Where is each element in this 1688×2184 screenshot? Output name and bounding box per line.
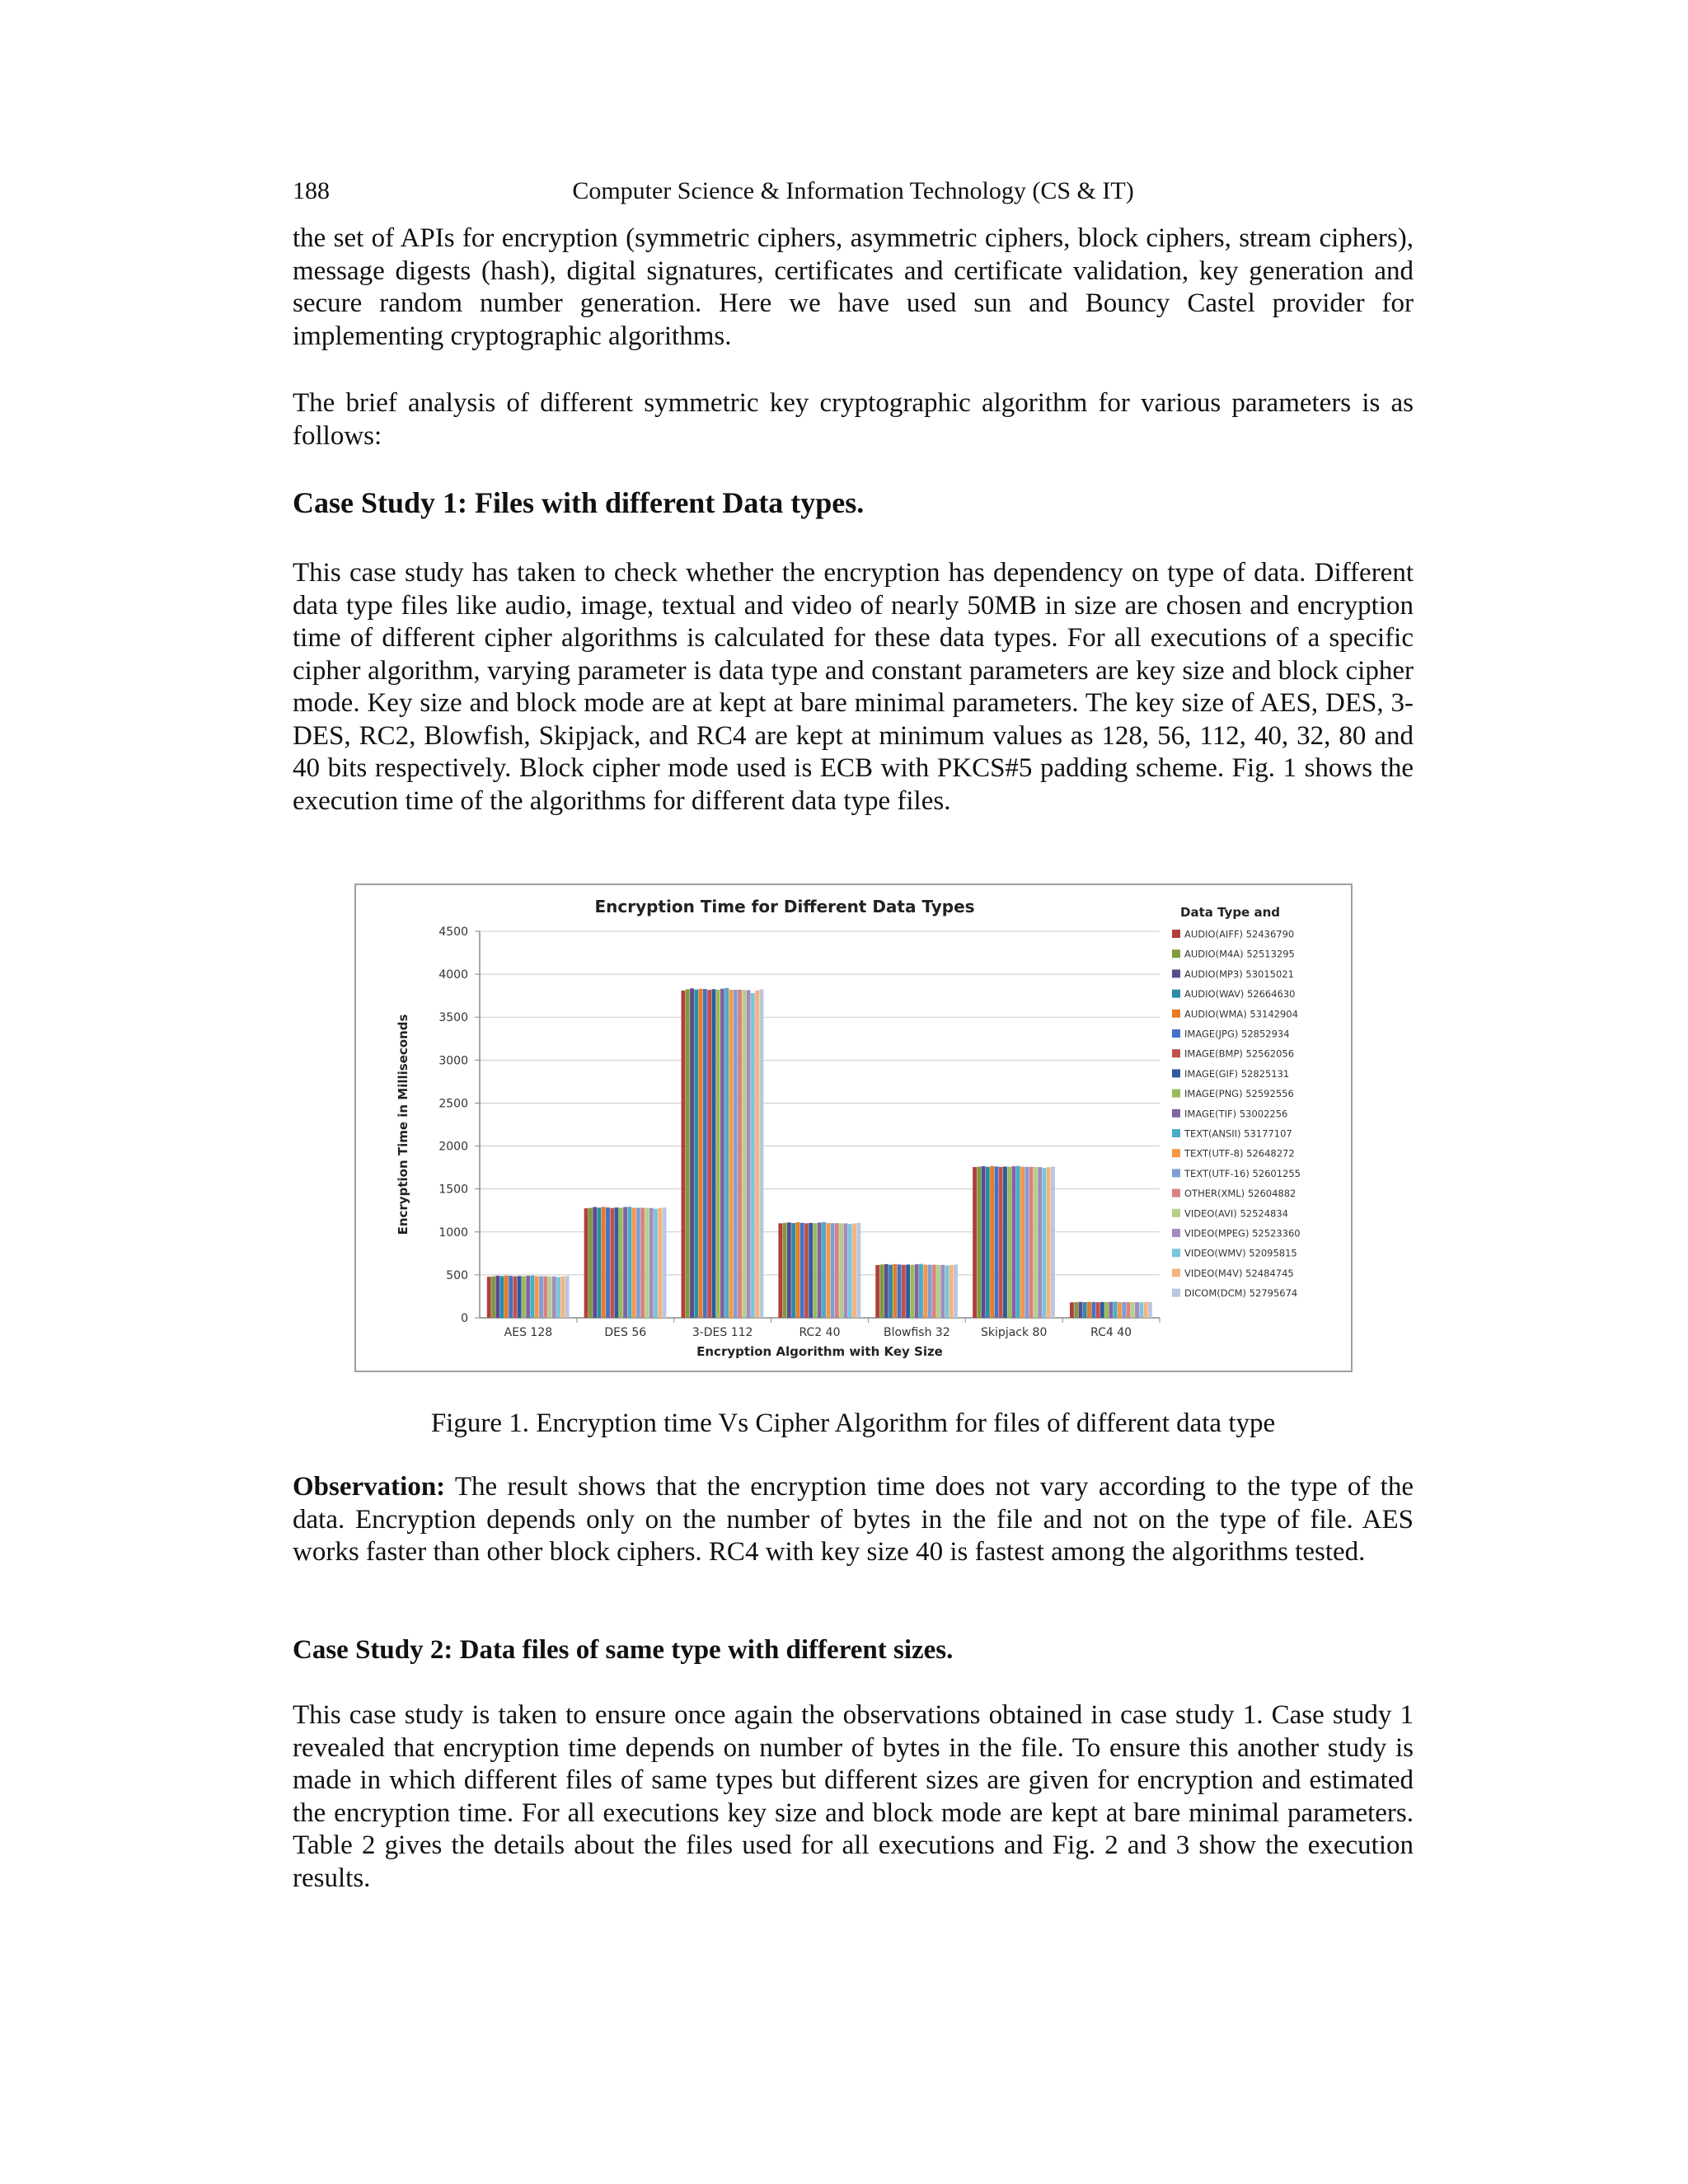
bar [1144,1302,1148,1318]
legend-swatch [1172,1189,1180,1197]
legend-entry: DICOM(DCM) 52795674 [1184,1287,1298,1300]
legend-swatch [1172,1209,1180,1217]
bar [1074,1302,1078,1318]
bar [1114,1302,1118,1318]
bar [936,1265,940,1318]
bar [977,1167,981,1318]
legend-entry: OTHER(XML) 52604882 [1184,1188,1296,1200]
legend-swatch [1172,949,1180,958]
bar [822,1222,826,1318]
bar [1104,1302,1109,1318]
paragraph-brief-analysis: The brief analysis of different symmetric key cryptographic algorithm for various parameters is as follows: [293,388,1414,451]
bar [491,1277,495,1318]
legend-swatch [1172,1069,1180,1077]
bar [880,1264,884,1318]
legend-swatch [1172,1049,1180,1057]
bar [893,1264,897,1318]
observation-label: Observation: [293,1472,446,1502]
bar-chart [356,885,1351,1371]
bar [729,990,734,1318]
bar [796,1222,800,1318]
bar [759,989,763,1318]
bar [658,1208,662,1318]
bar [814,1223,818,1318]
observation-text: The result shows that the encryption time does not vary according to the type of the data. Encryption depends only on the number of bytes in the file and not on the type of file. AES works faster than other block ciphers. RC4 with key size 40 is fastest among the algorithms tested. [293,1472,1414,1567]
bar [504,1276,509,1318]
bar [707,990,711,1318]
legend-swatch [1172,969,1180,977]
bar [615,1207,619,1318]
bar [610,1208,614,1318]
legend-title: Data Type and [1180,905,1280,920]
paragraph-case-study-1: This case study has taken to check whether the encryption has dependency on type of data. Different data type files like audio, image, textual and video of nearly 50MB in size are chosen and encryption time of different cipher algorithms is calculated for these data types. For all executions of a specific cipher algorithm, varying parameter is data type and constant parameters are key size and block cipher mode. Key size and block mode are at kept at bare minimal parameters. The key size of AES, DES, 3-DES, RC2, Blowfish, Skipjack, and RC4 are kept at minimum values as 128, 56, 112, 40, 32, 80 and 40 bits respectively. Block cipher mode used is ECB with PKCS#5 padding scheme. Fig. 1 shows the execution time of the algorithms for different data type files. [293,558,1414,816]
bar [809,1223,813,1318]
y-tick-label: 4500 [438,926,468,939]
bar [690,988,694,1318]
bar [518,1276,522,1318]
bar [1100,1302,1104,1318]
bar [839,1223,843,1318]
legend-swatch [1172,1029,1180,1038]
bar [940,1265,945,1318]
bar [986,1167,990,1318]
x-tick-label: AES 128 [504,1326,553,1339]
bar [932,1265,936,1318]
bar [755,991,759,1318]
bar [994,1166,998,1318]
legend-entry: AUDIO(WAV) 52664630 [1184,988,1296,1001]
bar [1122,1302,1126,1318]
bar [1029,1167,1034,1318]
bar [1148,1302,1152,1318]
bar [999,1167,1003,1318]
bar [694,990,698,1318]
bar [791,1223,795,1318]
bar [548,1277,552,1318]
bar [843,1223,847,1318]
bar [856,1223,860,1318]
bar [682,991,686,1318]
bar [800,1223,804,1318]
legend-swatch [1172,1249,1180,1257]
bar [1087,1302,1091,1318]
bar [1139,1302,1143,1318]
bar [509,1276,513,1318]
bar [686,989,690,1318]
bar [910,1265,914,1318]
legend-entry: VIDEO(M4V) 52484745 [1184,1267,1294,1279]
bar [1034,1167,1038,1318]
bar [742,990,746,1318]
bar [751,993,755,1318]
bar [711,989,715,1318]
bar [1025,1167,1029,1318]
bar [1016,1166,1020,1318]
bar [565,1276,570,1318]
bar [919,1264,923,1318]
legend-swatch [1172,1268,1180,1277]
bar [513,1277,517,1318]
page-number: 188 [293,177,330,204]
bar [539,1277,543,1318]
bar [649,1208,654,1318]
bar [831,1223,835,1318]
x-tick-label: 3-DES 112 [692,1326,753,1339]
legend-entry: TEXT(ANSII) 53177107 [1184,1127,1292,1140]
bar [535,1276,539,1318]
legend-swatch [1172,930,1180,938]
legend-entry: IMAGE(PNG) 52592556 [1184,1088,1294,1100]
bar [950,1265,954,1318]
bar [663,1207,667,1318]
y-tick-label: 3000 [438,1054,468,1068]
bar [1012,1166,1016,1318]
bar [1047,1167,1051,1318]
bar [588,1208,593,1318]
bar [500,1276,504,1318]
x-tick-label: RC4 40 [1090,1326,1132,1339]
bar [1083,1302,1087,1318]
bar [923,1264,927,1318]
bar [990,1166,994,1318]
x-tick-label: RC2 40 [799,1326,841,1339]
page-header [293,175,1414,208]
bar [945,1265,950,1318]
legend-swatch [1172,1109,1180,1118]
bar [487,1277,491,1318]
y-tick-label: 2500 [438,1097,468,1111]
bar [1003,1166,1007,1318]
y-axis-label: Encryption Time in Milliseconds [396,1014,410,1235]
figure-1-caption: Figure 1. Encryption time Vs Cipher Algorithm for files of different data type [430,1408,1276,1438]
legend-swatch [1172,1010,1180,1018]
bar [1070,1302,1074,1318]
bar [645,1208,649,1318]
bar [632,1207,636,1318]
bar [1007,1167,1011,1318]
bar [1127,1302,1131,1318]
bar [852,1223,856,1318]
y-tick-label: 1000 [438,1226,468,1240]
bar [734,990,738,1318]
bar [787,1222,791,1318]
chart-title: Encryption Time for Different Data Types [594,897,975,916]
bar [884,1264,889,1318]
bar [640,1207,645,1318]
legend-entry: TEXT(UTF-16) 52601255 [1184,1167,1301,1179]
legend-entry: TEXT(UTF-8) 52648272 [1184,1147,1295,1160]
legend-entry: AUDIO(AIFF) 52436790 [1184,928,1295,940]
legend-swatch [1172,1289,1180,1297]
bar [526,1276,530,1318]
bar [804,1223,809,1318]
legend-swatch [1172,1229,1180,1237]
bar [654,1209,658,1318]
bar [1051,1167,1055,1318]
bar [973,1167,977,1318]
legend-entry: AUDIO(M4A) 52513295 [1184,948,1295,960]
x-tick-label: DES 56 [604,1326,647,1339]
case-study-1-heading: Case Study 1: Files with different Data types. [293,486,865,519]
bar [623,1207,627,1318]
bar [848,1224,852,1318]
bar [1109,1302,1113,1318]
paragraph-observation [293,1471,1414,1569]
y-tick-label: 2000 [438,1140,468,1154]
bar [522,1277,526,1318]
legend-entry: VIDEO(WMV) 52095815 [1184,1247,1297,1259]
bar [627,1207,631,1318]
bar [495,1276,499,1318]
y-tick-label: 4000 [438,968,468,982]
bar [982,1166,986,1318]
legend-entry: AUDIO(WMA) 53142904 [1184,1008,1298,1020]
bar [531,1276,535,1318]
bar [1096,1302,1100,1318]
bar [928,1265,932,1318]
legend-swatch [1172,1169,1180,1177]
y-tick-label: 0 [461,1312,468,1325]
bar [902,1265,906,1318]
bar [747,990,751,1318]
legend-entry: IMAGE(BMP) 52562056 [1184,1047,1295,1060]
x-axis-label: Encryption Algorithm with Key Size [696,1344,943,1359]
bar [915,1264,919,1318]
bar [593,1207,597,1318]
bar [1118,1302,1122,1318]
bar [716,990,720,1318]
bar [783,1223,787,1318]
bar [720,989,724,1318]
bar [738,990,742,1318]
case-study-2-heading: Case Study 2: Data files of same type with different sizes. [293,1635,954,1665]
bar [703,989,707,1318]
bar [1042,1168,1046,1318]
figure-1-chart [354,883,1353,1372]
legend-swatch [1172,1129,1180,1137]
paragraph-apis: the set of APIs for encryption (symmetric ciphers, asymmetric ciphers, block ciphers, stream ciphers), message digests (hash), digital signatures, certificates and certificate validation, key generation and secure random number generation. Here we have used sun and Bouncy Castel provider for implementing cryptographic algorithms. [293,223,1414,351]
legend-entry: IMAGE(GIF) 52825131 [1184,1067,1290,1080]
x-tick-label: Skipjack 80 [981,1326,1048,1339]
bar [835,1223,839,1318]
bar [898,1264,902,1318]
bar [598,1207,602,1318]
bar [889,1265,893,1318]
y-tick-label: 500 [446,1268,468,1282]
bar [1135,1302,1139,1318]
bar [826,1223,830,1318]
legend-swatch [1172,990,1180,998]
bar [552,1277,556,1318]
bar [556,1277,560,1318]
bar [1091,1302,1095,1318]
bar [1038,1167,1042,1318]
legend-entry: AUDIO(MP3) 53015021 [1184,968,1294,980]
bar [1020,1167,1025,1318]
bar [584,1208,588,1318]
bar [619,1207,623,1318]
bar [906,1264,910,1318]
bar [1131,1302,1135,1318]
legend-swatch [1172,1090,1180,1098]
bar [778,1223,782,1318]
bar [699,989,703,1318]
bar [606,1207,610,1318]
y-tick-label: 3500 [438,1011,468,1025]
bar [602,1207,606,1318]
bar [954,1264,958,1318]
legend-entry: IMAGE(JPG) 52852934 [1184,1028,1290,1040]
legend-entry: IMAGE(TIF) 53002256 [1184,1108,1288,1120]
legend-entry: VIDEO(AVI) 52524834 [1184,1207,1288,1220]
y-tick-label: 1500 [438,1183,468,1197]
bar [543,1277,547,1318]
bar [560,1277,565,1318]
x-tick-label: Blowfish 32 [883,1326,950,1339]
bar [818,1222,822,1318]
running-head: Computer Science & Information Technology (CS & IT) [572,177,1134,204]
legend-swatch [1172,1149,1180,1157]
bar [724,988,729,1318]
bar [875,1265,879,1318]
legend-entry: VIDEO(MPEG) 52523360 [1184,1227,1301,1240]
bar [636,1207,640,1318]
bar [1079,1302,1083,1318]
paragraph-case-study-2: This case study is taken to ensure once again the observations obtained in case study 1. Case study 1 revealed that encryption time depends on number of bytes in the file. To ensure this another study is made in which different files of same types but different sizes are given for encryption and estimated the encryption time. For all executions key size and block mode are kept at bare minimal parameters. Table 2 gives the details about the files used for all executions and Fig. 2 and 3 show the execution results. [293,1700,1414,1893]
